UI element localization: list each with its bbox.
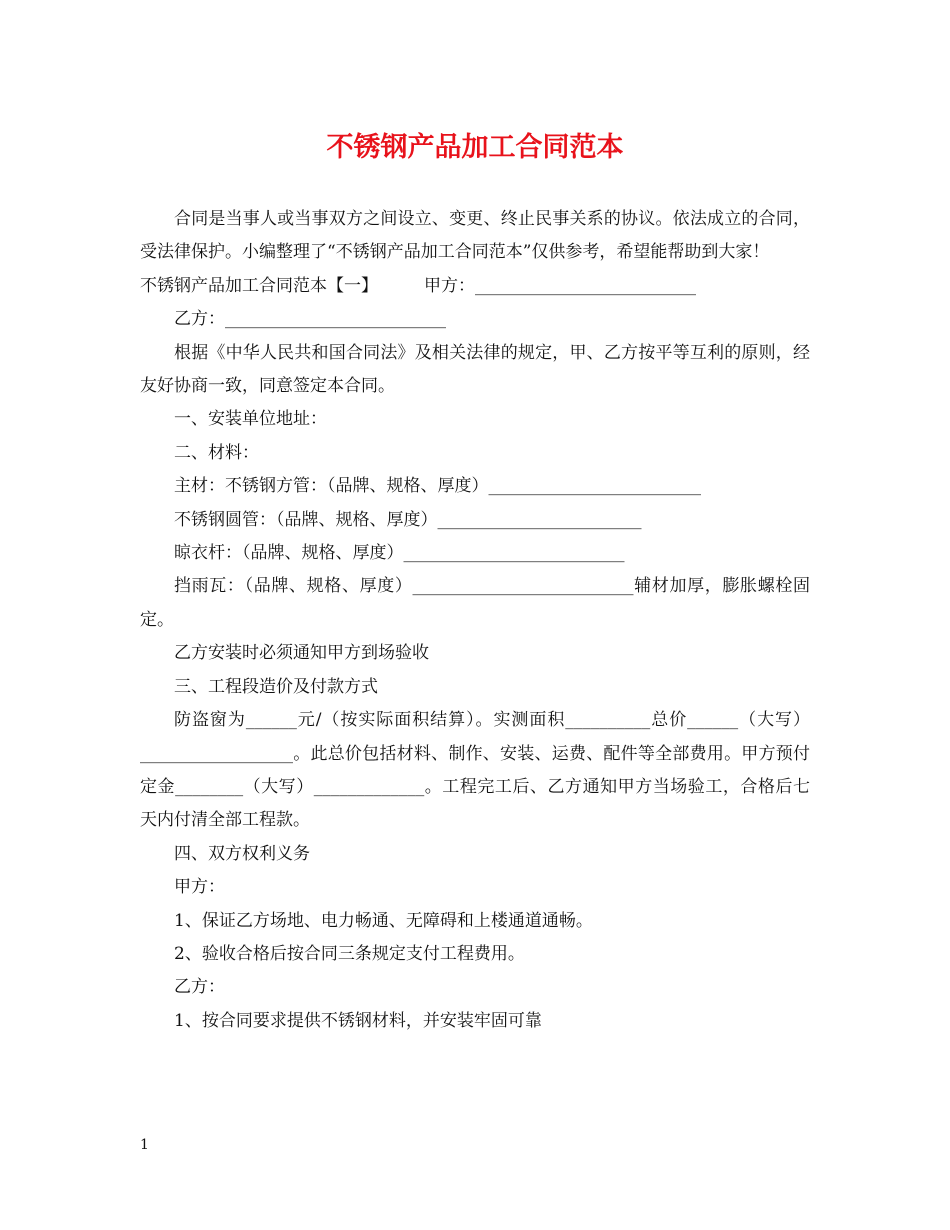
inspection-note: 乙方安装时必须通知甲方到场验收 [174,643,429,664]
material-main-line: 主材：不锈钢方管：（品牌、规格、厚度）_________________________ [174,476,701,497]
party-b-duty-1: 1、按合同要求提供不锈钢材料，并安装牢固可靠 [174,1010,542,1031]
material-eaves-paragraph: 挡雨瓦：（品牌、规格、厚度）__________________________辅材加厚，膨胀螺栓固定。 [140,576,810,630]
party-a-signature-line: 甲方：__________________________ [424,275,696,296]
clause-3-heading: 三、工程段造价及付款方式 [174,676,378,697]
preamble-paragraph: 根据《中华人民共和国合同法》及相关法律的规定，甲、乙方按平等互利的原则，经友好协商一致，同意签定本合同。 [140,342,810,397]
material-rack-line: 晾衣杆：（品牌、规格、厚度）__________________________ [174,543,625,564]
party-a-duty-2: 2、验收合格后按合同三条规定支付工程费用。 [174,943,525,964]
page-number: 1 [140,1137,149,1153]
party-b-label: 乙方： [174,977,225,998]
intro-paragraph: 合同是当事人或当事双方之间设立、变更、终止民事关系的协议。依法成立的合同，受法律保护。小编整理了“不锈钢产品加工合同范本”仅供参考，希望能帮助到大家！ [140,209,810,263]
material-round-line: 不锈钢圆管：（品牌、规格、厚度）________________________ [174,509,642,530]
party-b-signature-line: 乙方：__________________________ [174,309,446,330]
section-heading-line [140,270,810,303]
party-a-label: 甲方： [174,877,225,898]
document-body [140,203,810,1038]
clause-2-heading: 二、材料： [174,442,259,463]
clause-1-heading: 一、安装单位地址： [174,409,327,430]
page-title: 不锈钢产品加工合同范本 [326,132,624,163]
clause-4-heading: 四、双方权利义务 [174,843,310,864]
party-a-duty-1: 1、保证乙方场地、电力畅通、无障碍和上楼通道通畅。 [174,910,593,931]
section-heading: 不锈钢产品加工合同范本【一】 [140,275,378,296]
price-terms-paragraph: 防盗窗为______元/（按实际面积结算）。实测面积__________总价______（大写）__________________。此总价包括材料、制作、安装、运费、配件等全部费用。甲方预付定金________（大写）_____________。工程完工后、乙方通知甲方当场验工，合格后七天内付清全部工程款。 [140,710,810,831]
